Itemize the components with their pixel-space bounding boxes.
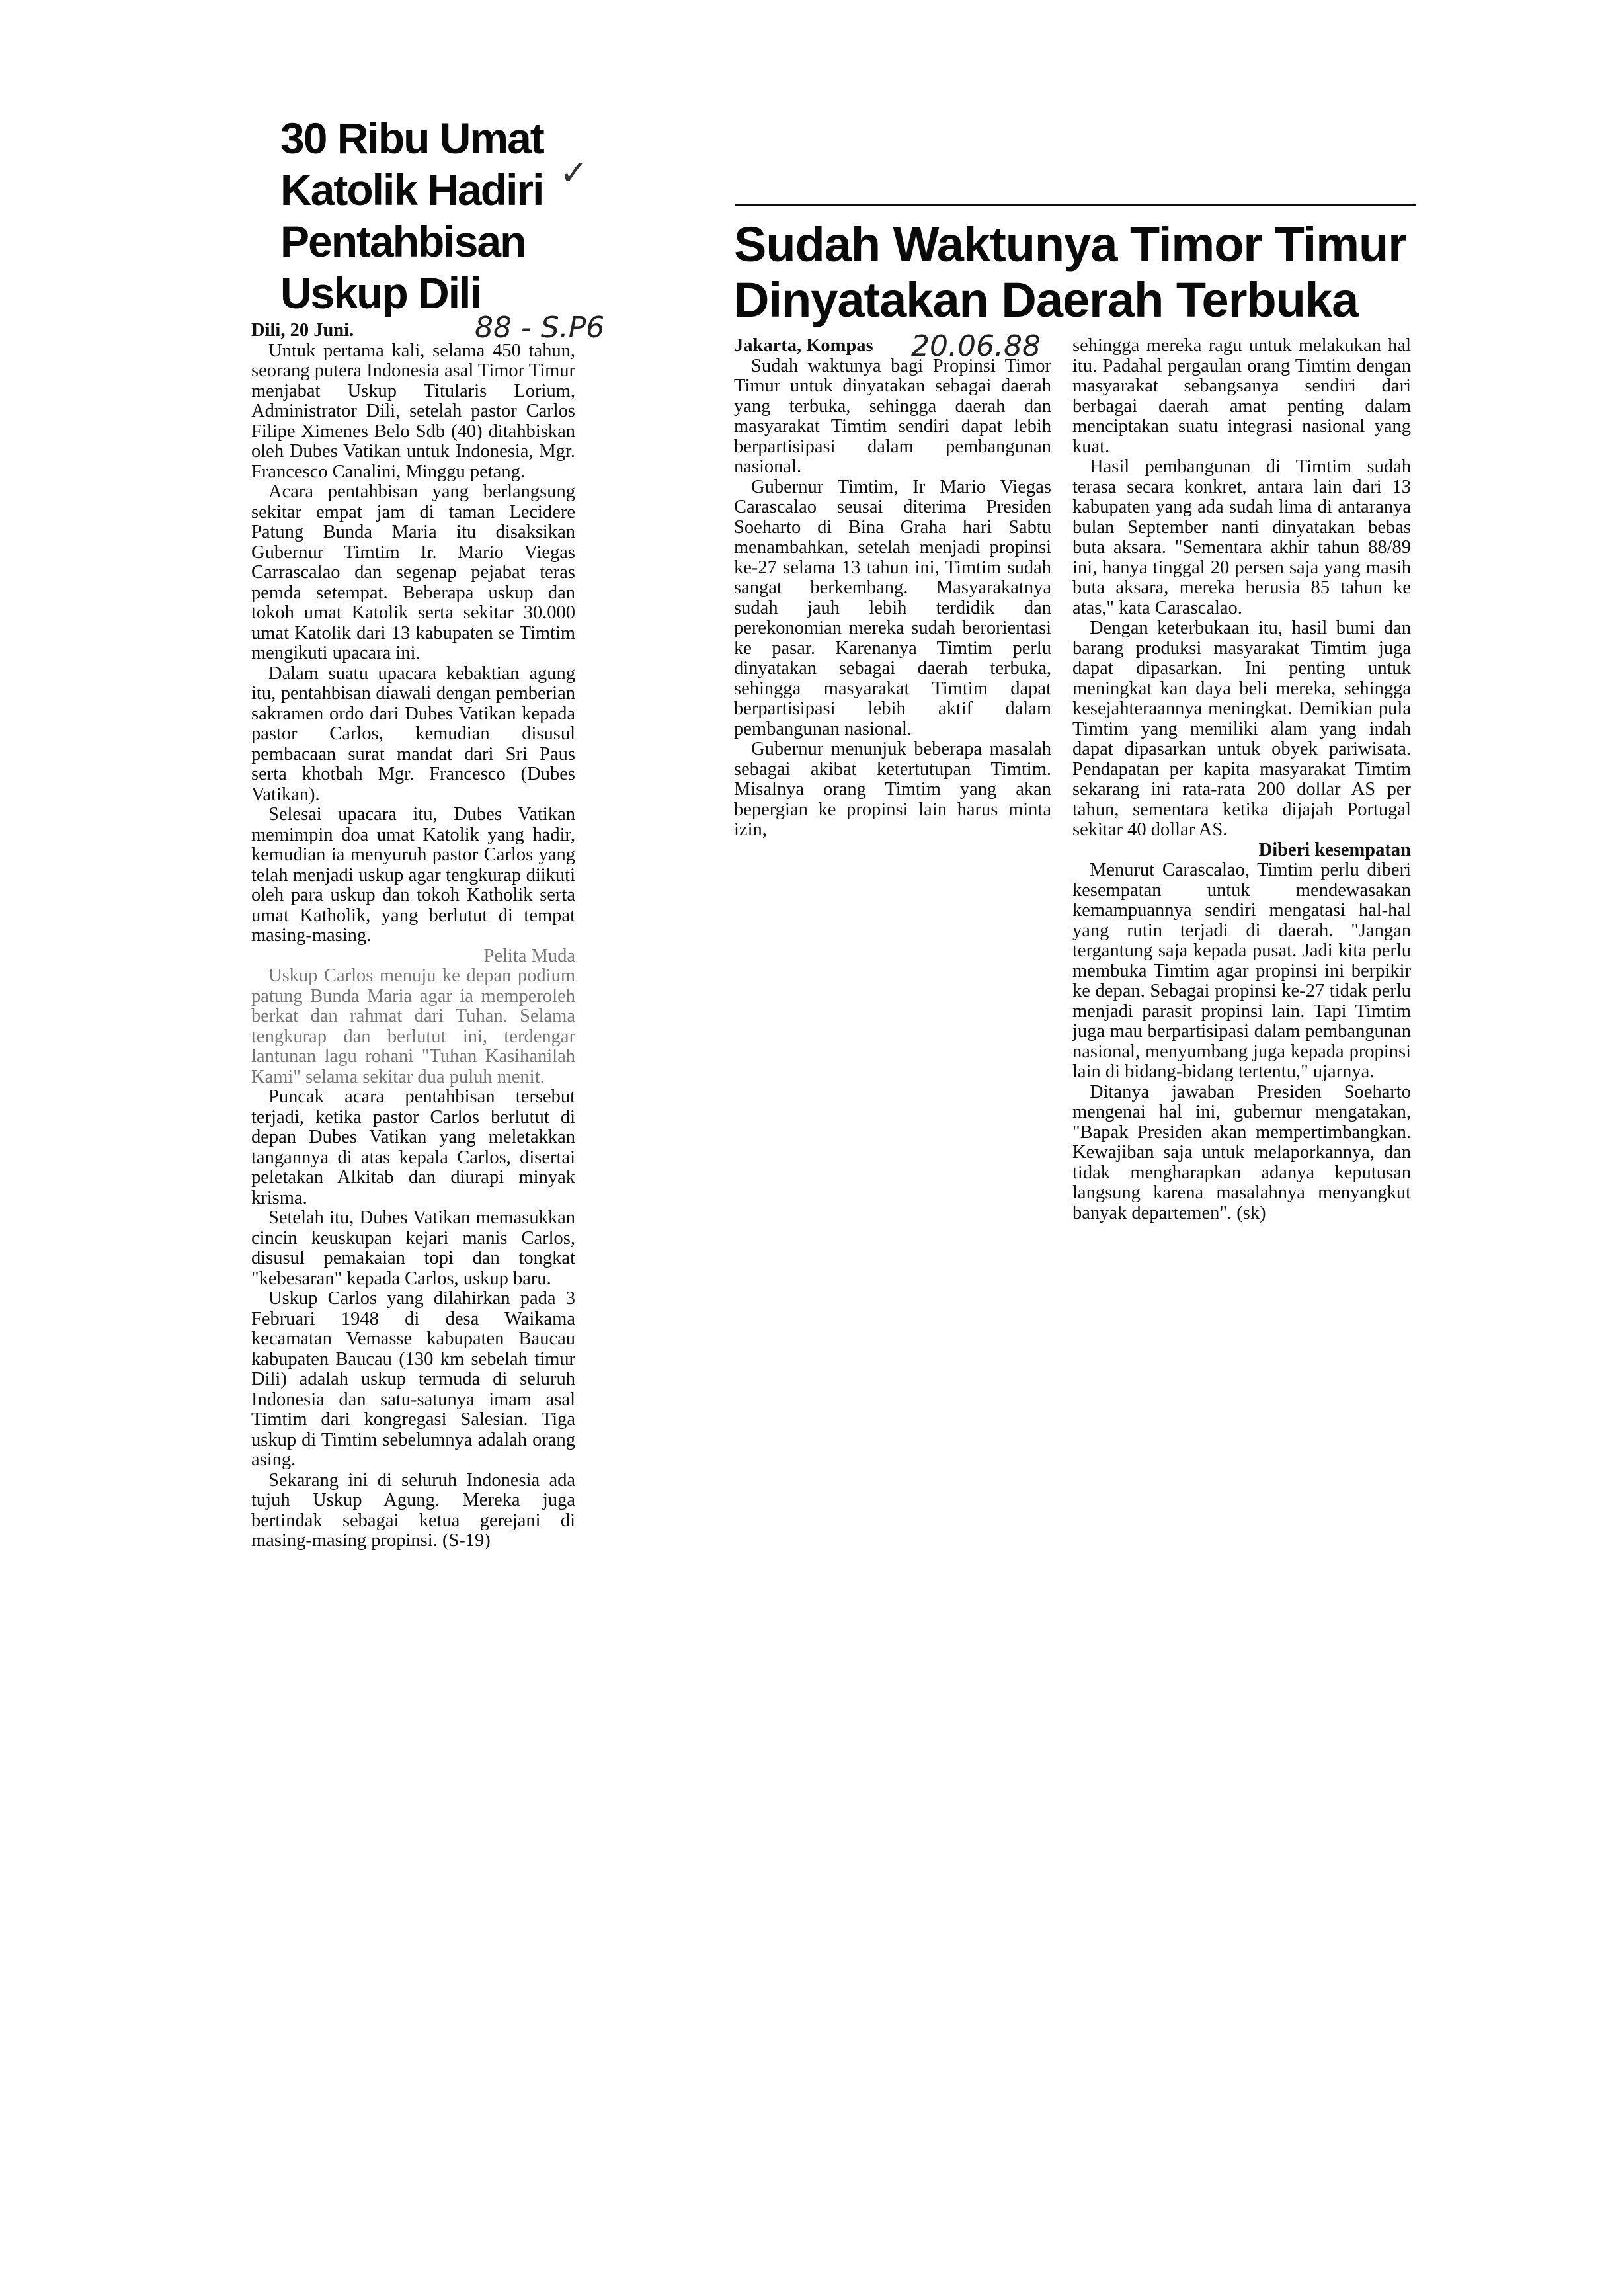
right-paragraph: sehingga mereka ragu untuk melakukan hal itu. Padahal pergaulan orang Timtim dengan masyarakat sebangsanya sendiri dari berbagai daerah amat penting dalam menciptakan suatu integrasi nasional yang kuat. <box>1072 335 1411 457</box>
left-paragraph: Dalam suatu upacara kebaktian agung itu, pentahbisan diawali dengan pemberian sakramen ordo dari Dubes Vatikan kepada pastor Carlos, kemudian disusul pembacaan surat mandat dari Sri Paus serta khotbah Mgr. Francesco (Dubes Vatikan). <box>251 663 575 805</box>
left-headline-line: 30 Ribu Umat <box>280 114 543 163</box>
check-mark-icon: ✓ <box>559 153 588 193</box>
right-handwritten-date: 20.06.88 <box>911 329 1041 363</box>
left-paragraph: Acara pentahbisan yang berlangsung sekitar empat jam di taman Lecidere Patung Bunda Maria itu disaksikan Gubernur Timtim Ir. Mario Viegas Carrascalao dan segenap pejabat teras pemda setempat. Beberapa uskup dan tokoh umat Katolik serta sekitar 30.000 umat Katolik dari 13 kabupaten se Timtim mengikuti upacara ini. <box>251 481 575 663</box>
left-paragraph: Puncak acara pentahbisan tersebut terjadi, ketika pastor Carlos berlutut di depan Dubes Vatikan yang meletakkan tangannya di atas kepala Carlos, disertai peletakan Alkitab dan diurapi minyak krisma. <box>251 1086 575 1208</box>
right-paragraph: Hasil pembangunan di Timtim sudah terasa secara konkret, antara lain dari 13 kabupaten yang ada sudah lima di antaranya bulan September nanti dinyatakan bebas buta aksara. "Sementara akhir tahun 88/89 ini, hanya tinggal 20 persen saja yang masih buta aksara, mereka berusia 85 tahun ke atas," kata Carascalao. <box>1072 456 1411 618</box>
left-headline <box>280 112 558 319</box>
right-headline <box>734 217 1435 328</box>
right-headline-line: Sudah Waktunya Timor Timur <box>734 217 1407 272</box>
right-paragraph: Gubernur Timtim, Ir Mario Viegas Carascalao seusai diterima Presiden Soeharto di Bina Graha hari Sabtu menambahkan, setelah menjadi propinsi ke-27 selama 13 tahun ini, Timtim sudah sangat berkembang. Masyarakatnya sudah jauh lebih terdidik dan perekonomian mereka sudah berorientasi ke pasar. Karenanya Timtim perlu dinyatakan sebagai daerah terbuka, sehingga masyarakat Timtim dapat berpartisipasi lebih aktif dalam pembangunan nasional. <box>734 476 1051 739</box>
right-subhead: Diberi kesempatan <box>1258 839 1411 860</box>
right-paragraph: Menurut Carascalao, Timtim perlu diberi kesempatan untuk mendewasakan kemampuannya sendiri mengatasi hal-hal yang rutin terjadi di daerah. "Jangan tergantung saja kepada pusat. Jadi kita perlu membuka Timtim agar propinsi ini berpikir ke depan. Sebagai propinsi ke-27 tidak perlu menjadi parasit propinsi lain. Tapi Timtim juga mau berpartisipasi dalam pembangunan nasional, menyumbang juga kepada propinsi lain di bidang-bidang tertentu," ujarnya. <box>1072 860 1411 1082</box>
left-dateline: Dili, 20 Juni. <box>251 320 354 341</box>
left-paragraph: Selesai upacara itu, Dubes Vatikan memimpin doa umat Katolik yang hadir, kemudian ia menyuruh pastor Carlos yang telah menjadi uskup agar tengkurap diikuti oleh para uskup dan tokoh Katholik serta umat Katholik, yang berlutut di tempat masing-masing. <box>251 804 575 946</box>
left-headline-line: Uskup Dili <box>280 268 481 317</box>
left-paragraph: Untuk pertama kali, selama 450 tahun, seorang putera Indonesia asal Timor Timur menjabat Uskup Titularis Lorium, Administrator Dili, setelah pastor Carlos Filipe Ximenes Belo Sdb (40) ditahbiskan oleh Dubes Vatikan untuk Indonesia, Mgr. Francesco Canalini, Minggu petang. <box>251 340 576 482</box>
left-handwritten-date: 88 - S.P6 <box>475 311 605 345</box>
left-paragraph: Sekarang ini di seluruh Indonesia ada tujuh Uskup Agung. Mereka juga bertindak sebagai ketua gerejani di masing-masing propinsi. (S-19) <box>251 1469 575 1551</box>
left-subhead: Pelita Muda <box>483 945 575 966</box>
right-dateline: Jakarta, Kompas <box>734 335 873 356</box>
right-paragraph: Gubernur menunjuk beberapa masalah sebagai akibat ketertutupan Timtim. Misalnya orang Timtim yang akan bepergian ke propinsi lain harus minta izin, <box>734 739 1051 840</box>
left-headline-line: Pentahbisan <box>280 217 526 266</box>
right-article-col1 <box>734 336 1051 840</box>
right-article-col2 <box>1072 336 1411 1223</box>
right-headline-line: Dinyatakan Daerah Terbuka <box>734 272 1359 327</box>
right-paragraph: Sudah waktunya bagi Propinsi Timor Timur untuk dinyatakan sebagai daerah yang terbuka, sehingga daerah dan masyarakat Timtim sendiri dapat lebih berpartisipasi dalam pembangunan nasional. <box>734 355 1051 477</box>
left-article-body <box>251 321 575 1551</box>
top-rule <box>735 204 1416 206</box>
right-paragraph: Dengan keterbukaan itu, hasil bumi dan barang produksi masyarakat Timtim juga dapat dipasarkan. Ini penting untuk meningkat kan daya beli mereka, sehingga kesejahteraannya meningkat. Demikian pula Timtim yang memiliki alam yang indah dapat dipasarkan untuk obyek pariwisata. Pendapatan per kapita masyarakat Timtim sekarang ini rata-rata 200 dollar AS per tahun, sementara ketika dijajah Portugal sekitar 40 dollar AS. <box>1072 618 1411 840</box>
right-paragraph: Ditanya jawaban Presiden Soeharto mengenai hal ini, gubernur mengatakan, "Bapak Presiden akan mempertimbangkan. Kewajiban saja untuk melaporkannya, dan tidak mengharapkan adanya keputusan langsung karena masalahnya menyangkut banyak departemen". (sk) <box>1072 1081 1411 1223</box>
left-paragraph: Uskup Carlos menuju ke depan podium patung Bunda Maria agar ia memperoleh berkat dan rahmat dari Tuhan. Selama tengkurap dan berlutut ini, terdengar lantunan lagu rohani "Tuhan Kasihanilah Kami" selama sekitar dua puluh menit. <box>251 965 575 1087</box>
left-paragraph: Uskup Carlos yang dilahirkan pada 3 Februari 1948 di desa Waikama kecamatan Vemasse kabupaten Baucau kabupaten Baucau (130 km sebelah timur Dili) adalah uskup termuda di seluruh Indonesia dan satu-satunya imam asal Timtim dari kongregasi Salesian. Tiga uskup di Timtim sebelumnya adalah orang asing. <box>251 1288 575 1470</box>
left-paragraph: Setelah itu, Dubes Vatikan memasukkan cincin keuskupan kejari manis Carlos, disusul pemakaian topi dan tongkat "kebesaran" kepada Carlos, uskup baru. <box>251 1208 575 1289</box>
left-headline-line: Katolik Hadiri <box>280 165 543 214</box>
